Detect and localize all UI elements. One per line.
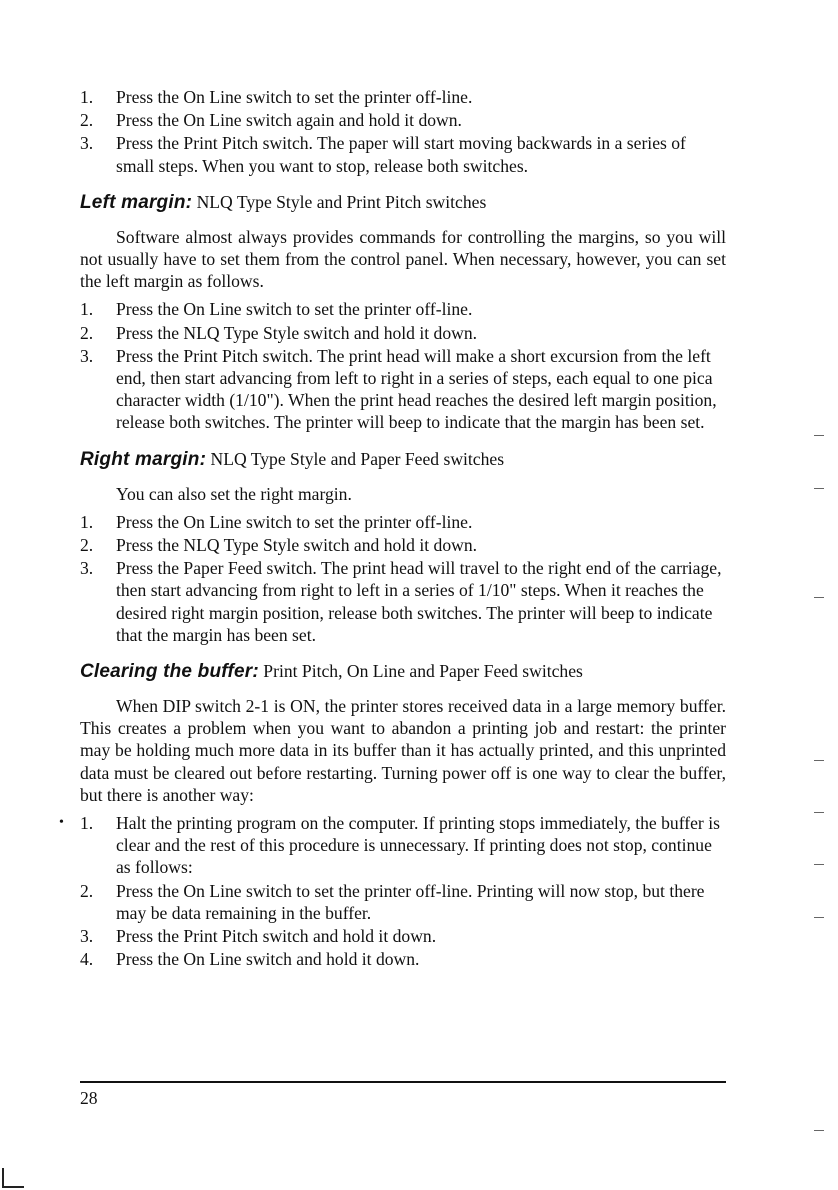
step-number: 3. <box>80 558 94 579</box>
footer-rule <box>80 1081 726 1083</box>
step-text: Press the NLQ Type Style switch and hold it down. <box>116 535 478 556</box>
right-margin-label: Right margin: <box>80 448 207 470</box>
right-margin-switches: NLQ Type Style and Paper Feed switches <box>210 448 505 469</box>
left-margin-paragraph: Software almost always provides commands for controlling the margins, so you will not usually have to set them from the control panel. When necessary, however, you can set the left margin as follows. <box>80 226 726 292</box>
right-margin-paragraph: You can also set the right margin. <box>116 483 352 504</box>
step-number: 3. <box>80 345 94 366</box>
clearing-buffer-label: Clearing the buffer: <box>80 661 259 683</box>
intro-steps <box>80 86 726 177</box>
list-item <box>80 86 726 108</box>
clearing-buffer-switches: Print Pitch, On Line and Paper Feed switches <box>263 661 583 682</box>
right-margin-heading <box>80 448 726 471</box>
step-text: Press the On Line switch to set the printer off-line. <box>116 299 473 320</box>
step-number: 1. <box>80 511 94 532</box>
right-margin-steps <box>80 511 726 646</box>
scan-corner-mark <box>2 1168 24 1188</box>
clearing-buffer-paragraph: When DIP switch 2-1 is ON, the printer stores received data in a large memory buffer. This creates a problem when you want to abandon a printing job and restart: the printer may be holding much more data in its buffer than it has actually printed, and this unprinted data must be cleared out before restarting. Turning power off is one way to clear the buffer, but there is another way: <box>80 696 726 805</box>
list-item <box>80 948 726 970</box>
step-number: 2. <box>80 880 94 901</box>
scan-mark <box>814 1130 824 1131</box>
step-number: 2. <box>80 322 94 343</box>
step-text: Press the On Line switch to set the printer off-line. <box>116 87 473 107</box>
step-text: Press the NLQ Type Style switch and hold it down. <box>116 322 478 343</box>
list-item <box>80 534 726 556</box>
step-text: Halt the printing program on the computer. If printing stops immediately, the buffer is clear and the rest of this procedure is unnecessary. If printing does not stop, continue as follows: <box>116 813 720 878</box>
stray-bullet-mark: • <box>59 815 64 831</box>
step-number: 1. <box>80 299 94 320</box>
step-number: 4. <box>80 949 94 970</box>
list-item <box>80 345 726 434</box>
step-text: Press the On Line switch to set the printer off-line. <box>116 511 473 532</box>
step-text: Press the Paper Feed switch. The print head will travel to the right end of the carriage, then start advancing from right to left in a series of 1/10" steps. When it reaches the desired right margin position, release both switches. The printer will beep to indicate that the margin has been set. <box>116 558 722 645</box>
list-item <box>80 298 726 320</box>
clearing-buffer-steps <box>59 812 726 970</box>
list-item <box>80 557 726 646</box>
list-item <box>80 109 726 131</box>
list-item <box>80 322 726 344</box>
step-number: 2. <box>80 535 94 556</box>
scan-mark <box>814 760 824 761</box>
scan-mark <box>814 812 824 813</box>
step-number: 1. <box>80 813 94 834</box>
list-item <box>80 132 726 176</box>
step-text: Press the On Line switch to set the printer off-line. Printing will now stop, but there may be data remaining in the buffer. <box>116 880 705 923</box>
scan-mark <box>814 864 824 865</box>
step-number: 1. <box>80 87 94 107</box>
step-number: 3. <box>80 133 94 154</box>
left-margin-heading <box>80 191 726 214</box>
clearing-buffer-heading <box>80 660 726 683</box>
left-margin-label: Left margin: <box>80 191 193 213</box>
step-text: Press the On Line switch again and hold it down. <box>116 110 462 131</box>
step-text: Press the Print Pitch switch and hold it down. <box>116 926 437 947</box>
step-text: Press the On Line switch and hold it down. <box>116 949 420 970</box>
list-item <box>80 880 726 924</box>
scan-mark <box>814 488 824 489</box>
scan-mark <box>814 597 824 598</box>
list-item <box>80 925 726 947</box>
scan-mark <box>814 435 824 436</box>
step-number: 3. <box>80 926 94 947</box>
step-number: 2. <box>80 110 94 131</box>
scan-mark <box>814 917 824 918</box>
list-item <box>59 812 726 879</box>
left-margin-steps <box>80 298 726 433</box>
step-text: Press the Print Pitch switch. The print head will make a short excursion from the left end, then start advancing from left to right in a series of steps, each equal to one pica character width (1/10"). When the print head reaches the desired left margin position, release both switches. The printer will beep to indicate that the margin has been set. <box>116 345 717 433</box>
left-margin-switches: NLQ Type Style and Print Pitch switches <box>196 191 487 212</box>
manual-page <box>59 86 726 972</box>
step-text: Press the Print Pitch switch. The paper will start moving backwards in a series of small steps. When you want to stop, release both switches. <box>116 133 686 176</box>
list-item <box>80 511 726 533</box>
scan-margin-marks <box>810 0 824 1190</box>
page-number: 28 <box>80 1088 98 1108</box>
